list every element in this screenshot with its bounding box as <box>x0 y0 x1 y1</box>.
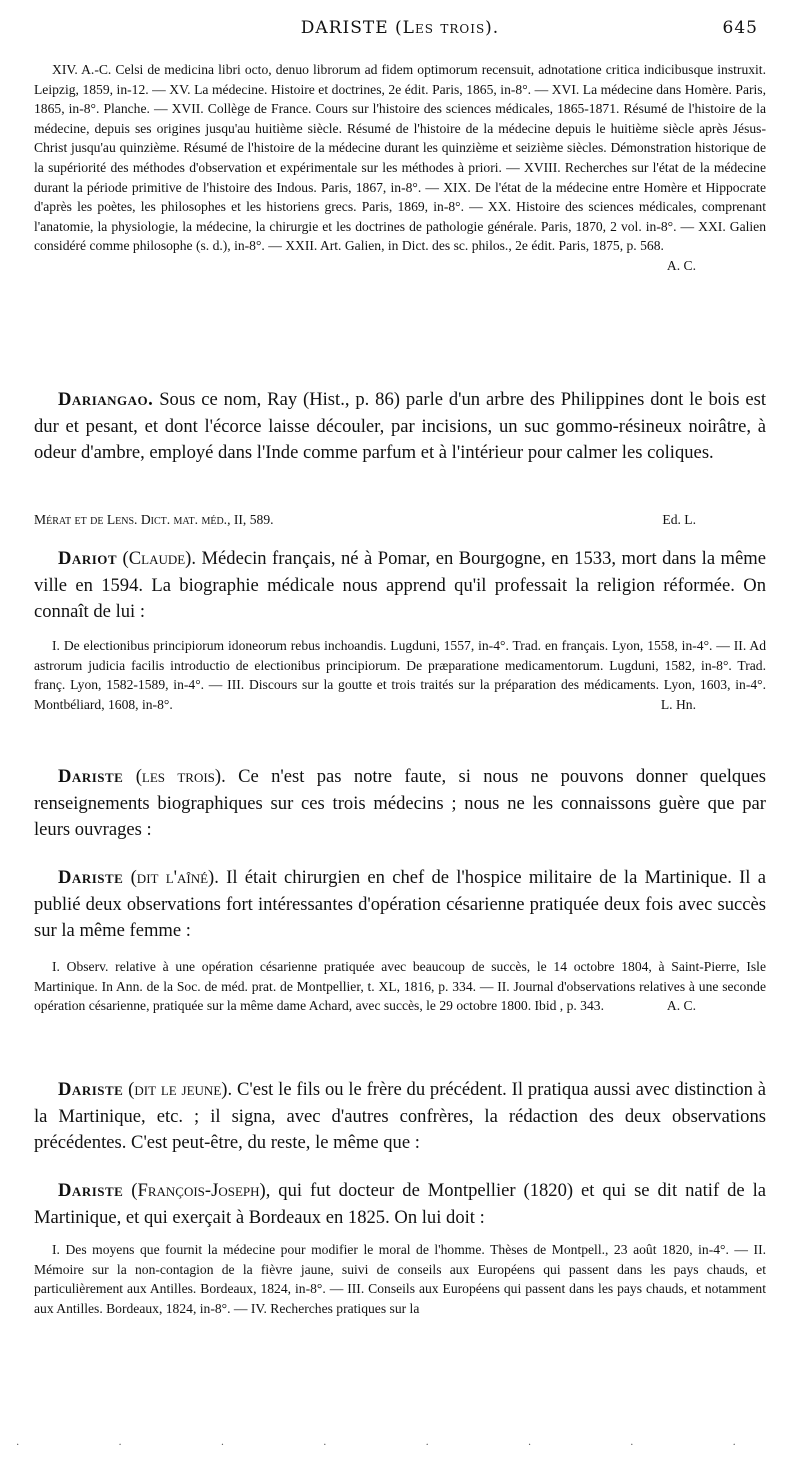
dariste-francois-headword: Dariste <box>58 1180 124 1201</box>
dariangao-article <box>34 387 766 467</box>
dariste-francois-name: (François-Joseph), <box>131 1180 271 1201</box>
galen-works-entry <box>34 60 766 276</box>
dariste-jeune-text: C'est le fils ou le frère du précédent. Il pratiqua aussi avec distinction à la Martinique, etc. ; il signa, avec d'autres confrères, la rédaction des deux observations précédentes. C'est peut-être, du reste, le même que : <box>34 1079 767 1153</box>
dariste-francois-works-text: I. Des moyens que fournit la médecine pour modifier le moral de l'homme. Thèses de Montpell., 23 août 1820, in-4°. — II. Mémoire sur la non-contagion de la fièvre jaune, suivi de conseils aux Européens qui passent dans les pays chauds, et particulièrement aux Antilles. Bordeaux, 1824, in-8°. — III. Conseils aux Européens qui passent dans les pays chauds, et notamment aux Antilles. Bordeaux, 1824, in-8°. — IV. Recherches pratiques sur la <box>34 1242 766 1316</box>
galen-signature: A. C. <box>666 257 696 273</box>
dariste-francois-text: qui fut docteur de Montpellier (1820) et qui se dit natif de la Martinique, et qui exerçait à Bordeaux en 1825. On lui doit : <box>34 1180 766 1228</box>
galen-works-text: XIV. A.-C. Celsi de medicina libri octo, denuo librorum ad fidem optimorum recensuit, adnotatione critica indicibusque instruxit. Leipzig, 1859, in-12. — XV. La médecine. Histoire et doctrines, 2e édit. Paris, 1865, in-8°. — XVI. La médecine dans Homère. Paris, 1865, in-8°. Planche. — XVII. Collège de France. Cours sur l'histoire des sciences médicales, 1865-1871. Résumé de l'histoire de la médecine, depuis ses origines jusqu'au huitième siècle. Résumé de l'histoire de la médecine depuis le huitième siècle après Jésus-Christ jusqu'au quinzième. Résumé de l'histoire de la médecine durant les quinzième et seizième siècles. Démonstration historique de la supériorité des méthodes d'observation et expérimentale sur les méthodes à priori. — XVIII. Recherches sur l'état de la médecine durant la période primitive de l'histoire des Indous. Paris, 1867, in-8°. — XIX. De l'état de la médecine entre Homère et Hippocrate d'après les poètes, les philosophes et les historiens grecs. Paris, 1869, in-8°. — XX. Histoire des sciences médicales, comprenant l'anatomie, la physiologie, la médecine, la chirurgie et les doctrines de pathologie générale. Paris, 1870, 2 vol. in-8°. — XXI. Galien considéré comme philosophe (s. d.), in-8°. — XXII. Art. Galien, in Dict. des sc. philos., 2e édit. Paris, 1875, p. 568. <box>34 62 766 254</box>
dariste-aine-name: (dit l'aîné). <box>130 867 219 888</box>
dariot-works-text: I. De electionibus principiorum idoneorum rebus inchoandis. Lugduni, 1557, in-4°. Trad. en français. Lyon, 1558, in-4°. — II. Ad astrorum judicia facilis introductio de electionibus principiorum. De præparatione medicamentorum. Lugduni, 1582, in-8°. Trad. franç. Lyon, 1582-1589, in-4°. — III. Discours sur la goutte et trois traités sur la préparation des médicaments. Lyon, 1603, in-4°. Montbéliard, 1608, in-8°. <box>34 638 766 712</box>
dariot-article <box>34 546 766 626</box>
dariangao-source: Mérat et de Lens. Dict. mat. méd., II, 589. <box>34 512 274 527</box>
dariste-trois-headword: Dariste <box>58 766 124 787</box>
dariste-aine-signature: A. C. <box>666 998 696 1014</box>
dariot-works-entry <box>34 636 766 714</box>
dariste-trois-text: Ce n'est pas notre faute, si nous ne pouvons donner quelques renseignements biographiques sur ces trois médecins ; nous ne les connaissons guère que par leurs ouvrages : <box>34 766 767 840</box>
running-header <box>0 18 800 48</box>
running-title: DARISTE (Les trois). <box>300 18 500 38</box>
dariste-trois-name: (les trois). <box>135 766 226 787</box>
dariste-jeune-name: (dit le jeune). <box>128 1079 233 1100</box>
dariste-trois-article <box>34 764 766 844</box>
dariot-text: Médecin français, né à Pomar, en Bourgogne, en 1533, mort dans la même ville en 1594. La biographie médicale nous apprend qu'il professait la religion réformée. On connaît de lui : <box>34 548 766 622</box>
dariste-francois-article <box>34 1178 766 1231</box>
page-number: 645 <box>722 18 758 38</box>
dariste-aine-text: Il était chirurgien en chef de l'hospice militaire de la Martinique. Il a publié deux observations fort intéressantes d'opération césarienne pratiquée deux fois avec succès sur la même femme : <box>34 867 766 941</box>
dariot-name: (Claude). <box>122 548 197 569</box>
dariot-headword: Dariot <box>58 548 118 569</box>
dariste-jeune-article <box>34 1077 766 1157</box>
dariangao-source-line <box>34 510 766 529</box>
dariste-aine-works-entry <box>34 957 766 1016</box>
dariste-francois-works-entry <box>34 1240 766 1318</box>
dariangao-headword: Dariangao. <box>58 389 154 410</box>
footer-dots: · · · · · · · · <box>16 1440 784 1451</box>
dariste-aine-works-text: I. Observ. relative à une opération césarienne pratiquée avec beaucoup de succès, le 14 octobre 1804, à Saint-Pierre, Isle Martinique. In Ann. de la Soc. de méd. prat. de Montpellier, t. XL, 1816, p. 334. — II. Journal d'observations relatives à une seconde opération césarienne, pratiquée sur la même dame Achard, avec succès, le 29 octobre 1800. Ibid , p. 343. <box>34 959 766 1014</box>
dariste-aine-article <box>34 865 766 945</box>
dariste-aine-headword: Dariste <box>58 867 124 888</box>
dariste-jeune-headword: Dariste <box>58 1079 124 1100</box>
dariangao-text: Sous ce nom, Ray (Hist., p. 86) parle d'un arbre des Philippines dont le bois est dur et pesant, et dont l'écorce laisse découler, par incisions, un suc gommo-résineux noirâtre, à odeur d'ambre, employé dans l'Inde comme parfum et à l'intérieur pour calmer les coliques. <box>34 389 766 463</box>
dariangao-signature: Ed. L. <box>662 512 696 527</box>
dariot-signature: L. Hn. <box>660 696 696 712</box>
